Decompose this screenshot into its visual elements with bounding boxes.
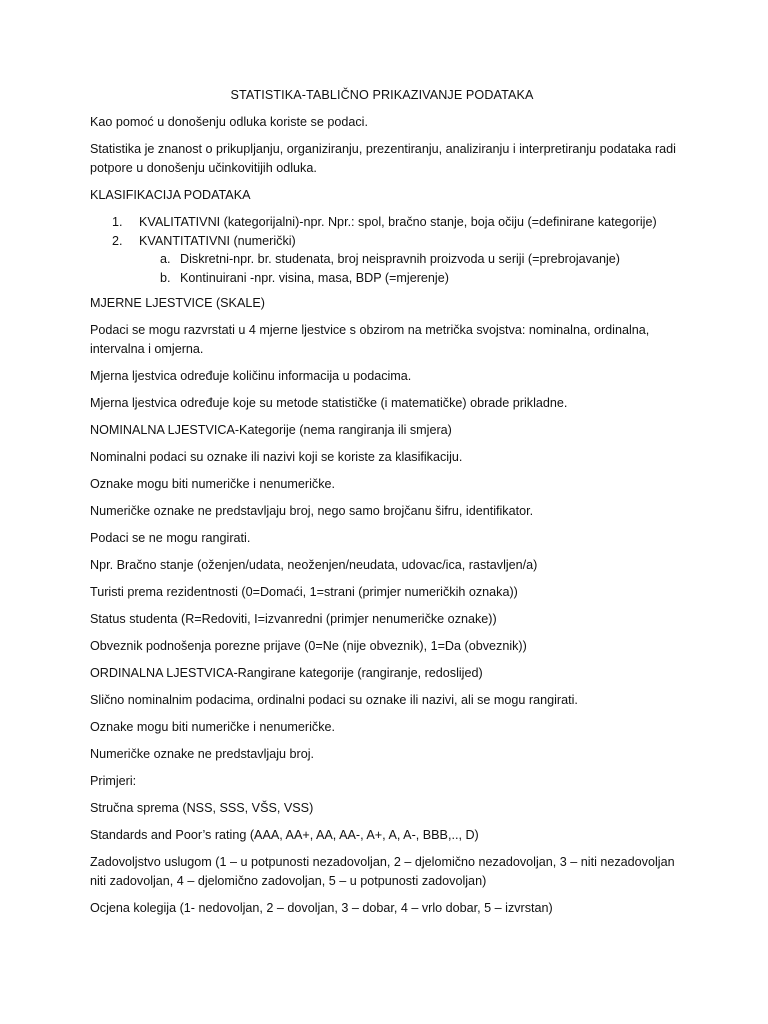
section-heading: NOMINALNA LJESTVICA-Kategorije (nema rangiranja ili smjera) xyxy=(90,423,452,437)
list-number: 2. xyxy=(112,233,123,248)
list-item-text: Diskretni-npr. br. studenata, broj neispravnih proizvoda u seriji (=prebrojavanje) xyxy=(180,252,620,266)
paragraph: Status studenta (R=Redoviti, I=izvanredni (primjer nenumeričke oznake)) xyxy=(90,612,497,626)
paragraph: Oznake mogu biti numeričke i nenumeričke. xyxy=(90,477,335,491)
paragraph: Stručna sprema (NSS, SSS, VŠS, VSS) xyxy=(90,801,314,815)
paragraph: Oznake mogu biti numeričke i nenumeričke. xyxy=(90,720,335,734)
paragraph: Zadovoljstvo uslugom (1 – u potpunosti nezadovoljan, 2 – djelomično nezadovoljan, 3 – niti nezadovoljan niti zadovoljan, 4 – djelomično zadovoljan, 5 – u potpunosti zadovoljan) xyxy=(90,855,675,888)
paragraph: Numeričke oznake ne predstavljaju broj, nego samo brojčanu šifru, identifikator. xyxy=(90,504,534,518)
list-item-text: Kontinuirani -npr. visina, masa, BDP (=mjerenje) xyxy=(180,270,449,285)
paragraph: Obveznik podnošenja porezne prijave (0=Ne (nije obveznik), 1=Da (obveznik)) xyxy=(90,639,527,653)
list-item-text: KVALITATIVNI (kategorijalni)-npr. Npr.: spol, bračno stanje, boja očiju (=definirane kategorije) xyxy=(139,215,657,229)
paragraph: Podaci se mogu razvrstati u 4 mjerne ljestvice s obzirom na metrička svojstva: nominalna, ordinalna, intervalna i omjerna. xyxy=(90,323,650,356)
intro-paragraph: Kao pomoć u donošenju odluka koriste se podaci. xyxy=(90,115,368,129)
paragraph: Slično nominalnim podacima, ordinalni podaci su oznake ili nazivi, ali se mogu rangirati. xyxy=(90,693,578,707)
paragraph: Npr. Bračno stanje (oženjen/udata, neoženjen/neudata, udovac/ica, rastavljen/a) xyxy=(90,558,538,572)
intro-paragraph: Statistika je znanost o prikupljanju, organiziranju, prezentiranju, analiziranju i interpretiranju podataka radi potpore u donošenju učinkovitijih odluka. xyxy=(90,142,676,175)
list-number: 1. xyxy=(112,215,123,229)
section-heading: KLASIFIKACIJA PODATAKA xyxy=(90,188,251,202)
paragraph: Ocjena kolegija (1- nedovoljan, 2 – dovoljan, 3 – dobar, 4 – vrlo dobar, 5 – izvrstan) xyxy=(90,901,553,915)
document-title: STATISTIKA-TABLIČNO PRIKAZIVANJE PODATAKA xyxy=(230,88,534,102)
paragraph: Primjeri: xyxy=(90,774,137,788)
paragraph: Nominalni podaci su oznake ili nazivi koji se koriste za klasifikaciju. xyxy=(90,450,463,464)
sub-list-item xyxy=(90,250,690,269)
paragraph: Numeričke oznake ne predstavljaju broj. xyxy=(90,747,315,761)
section-heading: ORDINALNA LJESTVICA-Rangirane kategorije (rangiranje, redoslijed) xyxy=(90,666,483,680)
list-item xyxy=(90,232,690,288)
list-letter: b. xyxy=(160,270,171,285)
sub-list xyxy=(139,250,690,287)
document-body xyxy=(90,86,690,926)
paragraph: Standards and Poor’s rating (AAA, AA+, AA, AA-, A+, A, A-, BBB,.., D) xyxy=(90,828,479,842)
section-heading: MJERNE LJESTVICE (SKALE) xyxy=(90,296,265,310)
paragraph: Mjerna ljestvica određuje količinu informacija u podacima. xyxy=(90,369,412,383)
sub-list-item xyxy=(90,269,690,288)
paragraph: Mjerna ljestvica određuje koje su metode statističke (i matematičke) obrade prikladne. xyxy=(90,396,568,410)
list-item xyxy=(90,213,690,232)
paragraph: Turisti prema rezidentnosti (0=Domaći, 1=strani (primjer numeričkih oznaka)) xyxy=(90,585,518,599)
paragraph: Podaci se ne mogu rangirati. xyxy=(90,531,251,545)
list-item-text: KVANTITATIVNI (numerički) xyxy=(139,233,296,248)
list-letter: a. xyxy=(160,252,171,266)
classification-list xyxy=(90,213,690,287)
